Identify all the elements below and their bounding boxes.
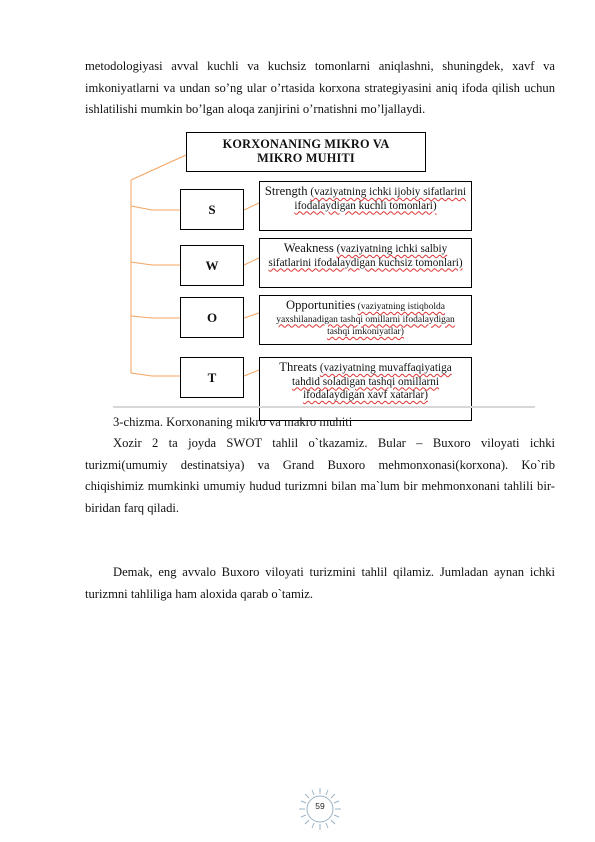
swot-lead-strength: Strength bbox=[264, 184, 308, 198]
swot-lead-opportunities: Opportunities bbox=[286, 298, 356, 312]
page-number: 59 bbox=[315, 801, 325, 811]
swot-text-strength: (vaziyatning ichki ijobiy sifatlarini ifodalaydigan kuchli tomonlari) bbox=[294, 186, 467, 212]
swot-letter-t: T bbox=[180, 357, 244, 398]
swot-text-opportunities: (vaziyatning istiqbolda yaxshilanadigan tashqi omillarni ifodalaydigan tashqi imkoniyatlar) bbox=[276, 302, 455, 337]
swot-letter-s: S bbox=[180, 189, 244, 230]
figure-caption: 3-chizma. Korxonaning mikro va makro muhiti bbox=[113, 415, 353, 429]
diagram-title-box bbox=[186, 132, 426, 172]
diagram-title-line1: KORXONANING MIKRO VA bbox=[222, 137, 390, 151]
body-paragraph-3: Demak, eng avvalo Buxoro viloyati turizmini tahlil qilamiz. Jumladan aynan ichki turizmni tahliliga ham aloxida qarab o`tamiz. bbox=[85, 565, 555, 601]
diagram-title-line2: MIKRO MUHITI bbox=[257, 151, 355, 165]
swot-desc-opportunities bbox=[259, 295, 472, 345]
swot-letter-w: W bbox=[180, 245, 244, 286]
swot-lead-weakness: Weakness bbox=[283, 241, 334, 255]
swot-letter-o: O bbox=[180, 297, 244, 338]
swot-desc-strength bbox=[259, 181, 472, 231]
diagram-bottom-rule bbox=[113, 406, 535, 408]
body-paragraph-2: Xozir 2 ta joyda SWOT tahlil o`tkazamiz. Bular – Buxoro viloyati ichki turizmi(umumiy destinatsiya) va Grand Buxoro mehmonxonasi(korxona). Ko`rib chiqishimiz mumkinki umumiy hudud turizmni bilan ma`lum bir mehmonxonani tahlili bir-biridan farq qiladi. bbox=[85, 436, 555, 515]
intro-paragraph: metodologiyasi avval kuchli va kuchsiz tomonlarni aniqlashni, shuningdek, xavf va imkoniyatlarni va undan so’ng ular o’rtasida korxona strategiyasini aniq ifoda qilish uchun ishlatilishi mumkin bo’lgan aloqa zanjirini o’rnatishni mo’ljallaydi. bbox=[85, 59, 555, 116]
swot-text-threats: (vaziyatning muvaffaqiyatiga tahdid soladigan tashqi omillarni ifodalaydigan xavf xatarlar) bbox=[292, 362, 452, 402]
swot-text-weakness: (vaziyatning ichki salbiy sifatlarini ifodalaydigan kuchsiz tomonlari) bbox=[268, 243, 463, 269]
swot-lead-threats: Threats bbox=[279, 360, 318, 374]
swot-desc-weakness bbox=[259, 238, 472, 288]
